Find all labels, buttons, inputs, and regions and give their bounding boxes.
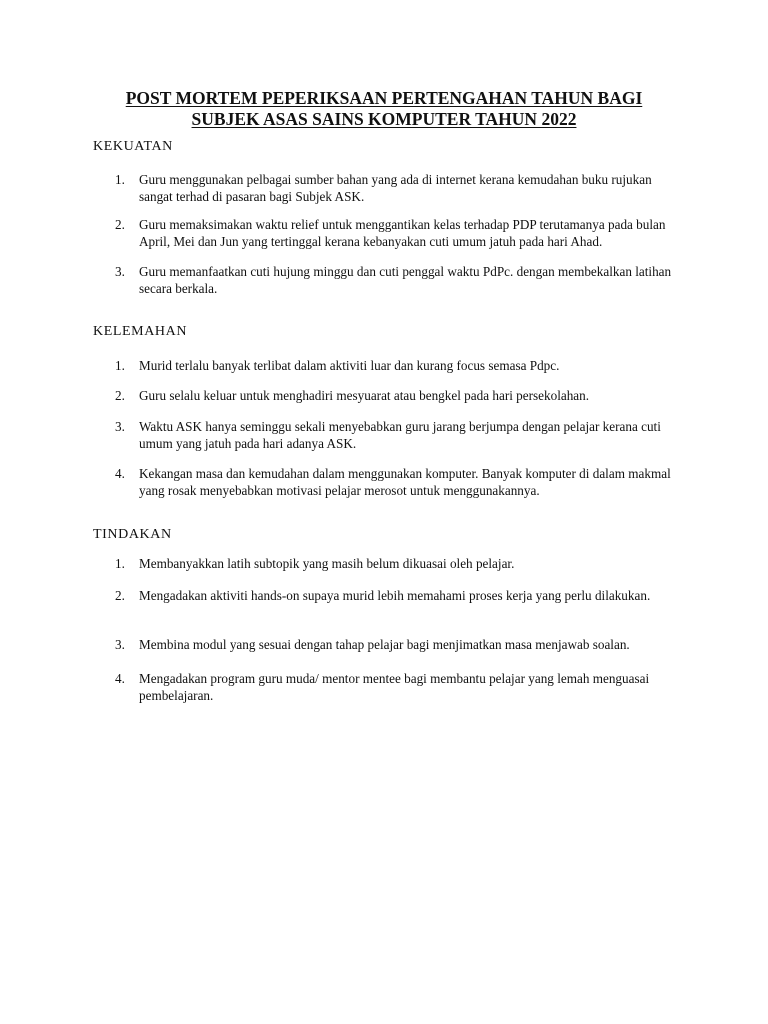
list-item-number: 2. [115,217,125,232]
section-heading-kekuatan: KEKUATAN [93,139,173,154]
list-item-text: Guru menggunakan pelbagai sumber bahan yang ada di internet kerana kemudahan buku rujukan sangat terhad di pasaran bagi Subjek ASK. [139,172,652,204]
list-item-number: 4. [115,466,125,481]
list-item-text: Murid terlalu banyak terlibat dalam aktiviti luar dan kurang focus semasa Pdpc. [139,358,560,373]
list-item-text: Membanyakkan latih subtopik yang masih belum dikuasai oleh pelajar. [139,556,515,571]
list-item-text: Guru selalu keluar untuk menghadiri mesyuarat atau bengkel pada hari persekolahan. [139,388,590,403]
list-item-text: Mengadakan aktiviti hands-on supaya murid lebih memahami proses kerja yang perlu dilakukan. [139,588,651,603]
list-item-number: 2. [115,588,125,603]
list-item-number: 1. [115,556,125,571]
section-heading-tindakan: TINDAKAN [93,527,172,542]
list-item-text: Mengadakan program guru muda/ mentor mentee bagi membantu pelajar yang lemah menguasai pembelajaran. [139,671,650,703]
list-item-number: 3. [115,264,125,279]
list-item-number: 3. [115,419,125,434]
document-title-line-1: POST MORTEM PEPERIKSAAN PERTENGAHAN TAHUN BAGI [125,88,643,108]
list-item-number: 2. [115,388,125,403]
list-item-number: 3. [115,637,125,652]
list-item-number: 4. [115,671,125,686]
list-item-text: Guru memanfaatkan cuti hujung minggu dan cuti penggal waktu PdPc. dengan membekalkan latihan secara berkala. [139,264,672,296]
list-item-text: Membina modul yang sesuai dengan tahap pelajar bagi menjimatkan masa menjawab soalan. [139,637,630,652]
list-item-text: Waktu ASK hanya seminggu sekali menyebabkan guru jarang berjumpa dengan pelajar kerana cuti umum yang jatuh pada hari adanya ASK. [139,419,661,451]
list-item-text: Kekangan masa dan kemudahan dalam menggunakan komputer. Banyak komputer di dalam makmal yang rosak menyebabkan motivasi pelajar merosot untuk menggunakannya. [139,466,671,498]
list-item-number: 1. [115,358,125,373]
document-title-line-2: SUBJEK ASAS SAINS KOMPUTER TAHUN 2022 [191,109,577,129]
list-item-text: Guru memaksimakan waktu relief untuk menggantikan kelas terhadap PDP terutamanya pada bulan April, Mei dan Jun yang tertinggal kerana kebanyakan cuti umum jatuh pada hari Ahad. [139,217,666,249]
list-item-number: 1. [115,172,125,187]
section-heading-kelemahan: KELEMAHAN [93,324,188,339]
